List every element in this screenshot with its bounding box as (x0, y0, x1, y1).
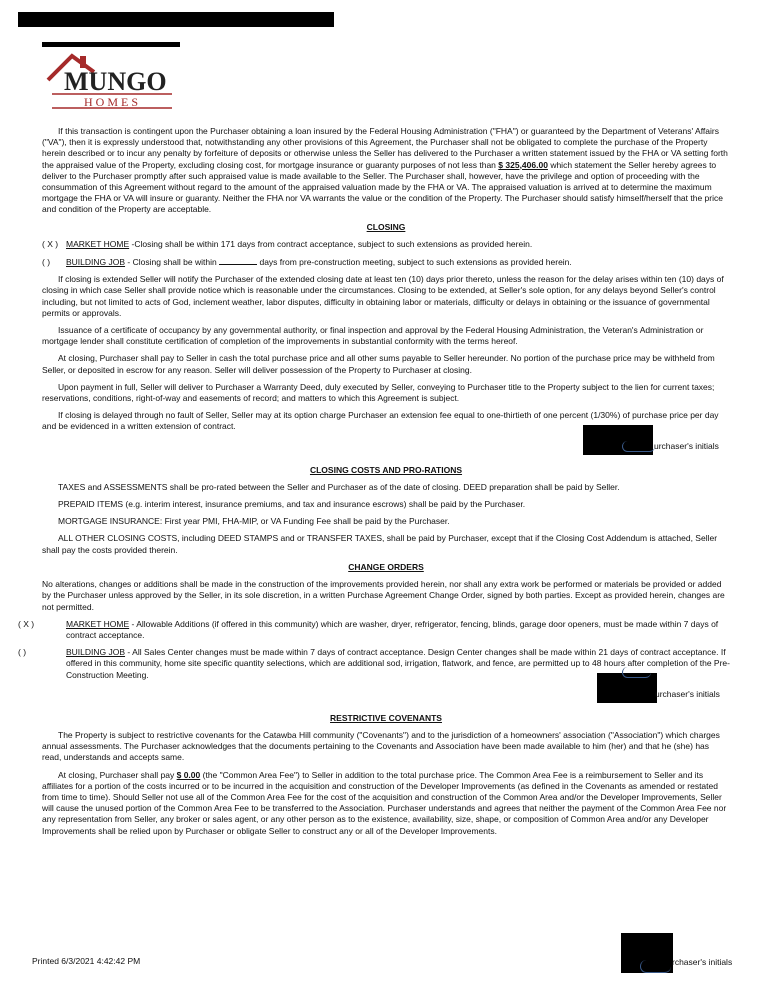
closing-building-job-option: ( ) BUILDING JOB - Closing shall be within days from pre-construction meeting, subject to such extensions as provided herein. (42, 257, 572, 268)
initials-label-2: urchaser's initials (655, 688, 720, 699)
warranty-deed-paragraph: Upon payment in full, Seller will deliver to Purchaser a Warranty Deed, duly executed by Seller, conveying to Purchaser title to the Property subject to the lien for current taxes; reservations, conditions, right-of-way and easements of record; and matters to which this Agreement is subject. (42, 381, 715, 404)
days-blank (219, 256, 257, 265)
logo-sub-text: HOMES (84, 95, 142, 109)
logo-brand-text: MUNGO (64, 67, 167, 96)
change-orders-heading: CHANGE ORDERS (348, 561, 424, 572)
initials-block-1 (42, 435, 730, 459)
appraised-amount: $ 325,406.00 (498, 159, 548, 170)
agreement-body (18, 126, 730, 843)
initials-block-2 (42, 683, 730, 707)
change-market-home-option: ( X ) MARKET HOME - Allowable Additions (if offered in this community) which are washer, dryer, refrigerator, fencing, blinds, garage door openers, must be made within 7 days of contract acceptance. (18, 618, 719, 640)
initials-label-1: urchaser's initials (654, 440, 719, 451)
common-area-fee-amount: $ 0.00 (176, 769, 201, 780)
prepaid-paragraph: PREPAID ITEMS (e.g. interim interest, insurance premiums, and tax and insurance escrows) shall be paid by the Purchaser. (58, 499, 526, 510)
initials-label-footer: rchaser's initials (672, 957, 733, 967)
fha-va-paragraph: If this transaction is contingent upon the Purchaser obtaining a loan insured by the Federal Housing Administration ("FHA") or guaranteed by the Department of Veterans' Affairs ("VA"), then it is expressly understood that, notwithstanding any other provisions of this Agreement, the Purchaser shall not be obligated to complete the purchase of the Property herein described or to incur any penalty by forfeiture of deposits or otherwise unless the Seller has delivered to the Purchaser a written statement issued by the FHA or VA setting forth the appraised value of the Property, excluding closing cost, for mortgage insurance or guaranty purposes of not less than $ 325,406.00 which statement the Seller hereby agrees to deliver to the Purchaser promptly after such appraised value is made available to the Seller. The Purchaser shall, however, have the privilege and option of proceeding with the consummation of this Agreement without regard to the amount of the appraised valuation made by the FHA or VA. The appraised valuation is arrived at to determine the maximum mortgage the FHA or VA will insure or guaranty. Neither the FHA nor VA warrants the value or the condition of the Property. The Purchaser should satisfy himself/herself that the price and condition of the Property are acceptable. (42, 126, 728, 215)
signature-mark-footer (640, 960, 671, 973)
signature-mark-2 (622, 667, 651, 678)
closing-extension-paragraph: If closing is extended Seller will notify the Purchaser of the extended closing date at least ten (10) days prior thereto, unless the reason for the delay arises within ten (10) days of closing in which case Seller shall provide notice which is reasonable under the circumstances. Closing to be extended, at Seller's sole option, for any delays beyond Seller's control including, but not limited to acts of God, inclement weather, labor disputes, difficulty in obtaining labor or materials, difficulty or delays in obtaining or the issuance of governmental permits or approvals. (42, 274, 724, 318)
checkbox-market-home: ( X ) (42, 238, 59, 249)
common-area-fee-paragraph: At closing, Purchaser shall pay $ 0.00 (the "Common Area Fee") to Seller in addition to the total purchase price. The Common Area Fee is a reimbursement to Seller and its affiliates for a portion of the costs incurred or to be incurred in the acquisition and construction of the Developer Improvements (as defined in the Covenants as amended or restated from time to time). Should Seller not use all of the Common Area Fee for the cost of the acquisition and construction of the Common Area and/or the Developer Improvements, Seller will cause the unused portion of the Common Area Fee to be transferred to the Association. Purchaser understands and agrees that neither the payment of the Common Area Fee nor any representation from Seller, any broker or sales agent, or any other person as to the existence, availability, size, shape, or composition of Common Area and/or any Developer Improvements shall be relied upon by Purchaser or obligate Seller to construct any or all of the Developer Improvements. (42, 769, 727, 836)
change-orders-paragraph: No alterations, changes or additions shall be made in the construction of the improvements provided herein, nor shall any extra work be performed or materials be provided or added by the Purchaser unless approved by the Seller, in its sole discretion, in a written Purchase Agreement Change Order, signed by both parties. Except as provided herein, changes are not permitted. (42, 579, 725, 612)
signature-mark-1 (622, 441, 655, 452)
certificate-paragraph: Issuance of a certificate of occupancy by any governmental authority, or final inspection and approval by the Federal Housing Administration, the Veteran's Administration or mortgage lender shall constitute certification of completion of the improvements in substantial conformity with the terms hereof. (42, 325, 704, 347)
other-costs-paragraph: ALL OTHER CLOSING COSTS, including DEED STAMPS and or TRANSFER TAXES, shall be paid by Purchaser, except that if the Closing Cost Addendum is attached, Seller shall pay the costs provided therein. (42, 533, 718, 555)
redaction-bar-top (18, 12, 334, 27)
closing-market-home-option: ( X ) MARKET HOME -Closing shall be within 171 days from contract acceptance, subject to such extensions as provided herein. (42, 238, 533, 249)
taxes-paragraph: TAXES and ASSESSMENTS shall be pro-rated between the Seller and Purchaser as of the date of closing. DEED preparation shall be paid by Seller. (58, 481, 620, 492)
payment-paragraph: At closing, Purchaser shall pay to Seller in cash the total purchase price and all other sums payable to Seller hereunder. No portion of the purchase price may be withheld from Seller, or deposited in escrow for any reason. Seller will deliver possession of the Property to Purchaser at closing. (42, 353, 715, 375)
redaction-bar-line (42, 42, 180, 47)
extension-fee-paragraph: If closing is delayed through no fault of Seller, Seller may at its option charge Purchaser an extension fee equal to one-thirtieth of one percent (1/30%) of purchase price per day and be evidenced in a written extension of contract. (42, 410, 719, 432)
covenants-paragraph: The Property is subject to restrictive covenants for the Catawba Hill community ("Covenants") and to the jurisdiction of a homeowners' association ("Association") which charges annual assessments. The Purchaser acknowledges that the documents pertaining to the Covenants and Association have been made available to him (her) and that he (she) has read, understands and accepts same. (42, 729, 720, 763)
mortgage-insurance-paragraph: MORTGAGE INSURANCE: First year PMI, FHA-MIP, or VA Funding Fee shall be paid by the Purchaser. (58, 516, 450, 527)
closing-heading: CLOSING (366, 221, 406, 232)
restrictive-covenants-heading: RESTRICTIVE COVENANTS (330, 712, 442, 723)
change-building-job-option: ( ) BUILDING JOB - All Sales Center changes must be made within 7 days of contract acceptance. Design Center changes shall be made within 21 days of contract acceptance. If offered in this community, home site specific quantity selections, which are additional sod, irrigation, flatwork, and fence, are permitted up to 48 hours after completion of the Pre-Construction Meeting. (18, 647, 730, 680)
closing-costs-heading: CLOSING COSTS AND PRO-RATIONS (309, 464, 463, 475)
checkbox-building-job: ( ) (42, 257, 51, 268)
printed-timestamp: Printed 6/3/2021 4:42:42 PM (32, 956, 141, 966)
mungo-homes-logo (44, 50, 178, 110)
